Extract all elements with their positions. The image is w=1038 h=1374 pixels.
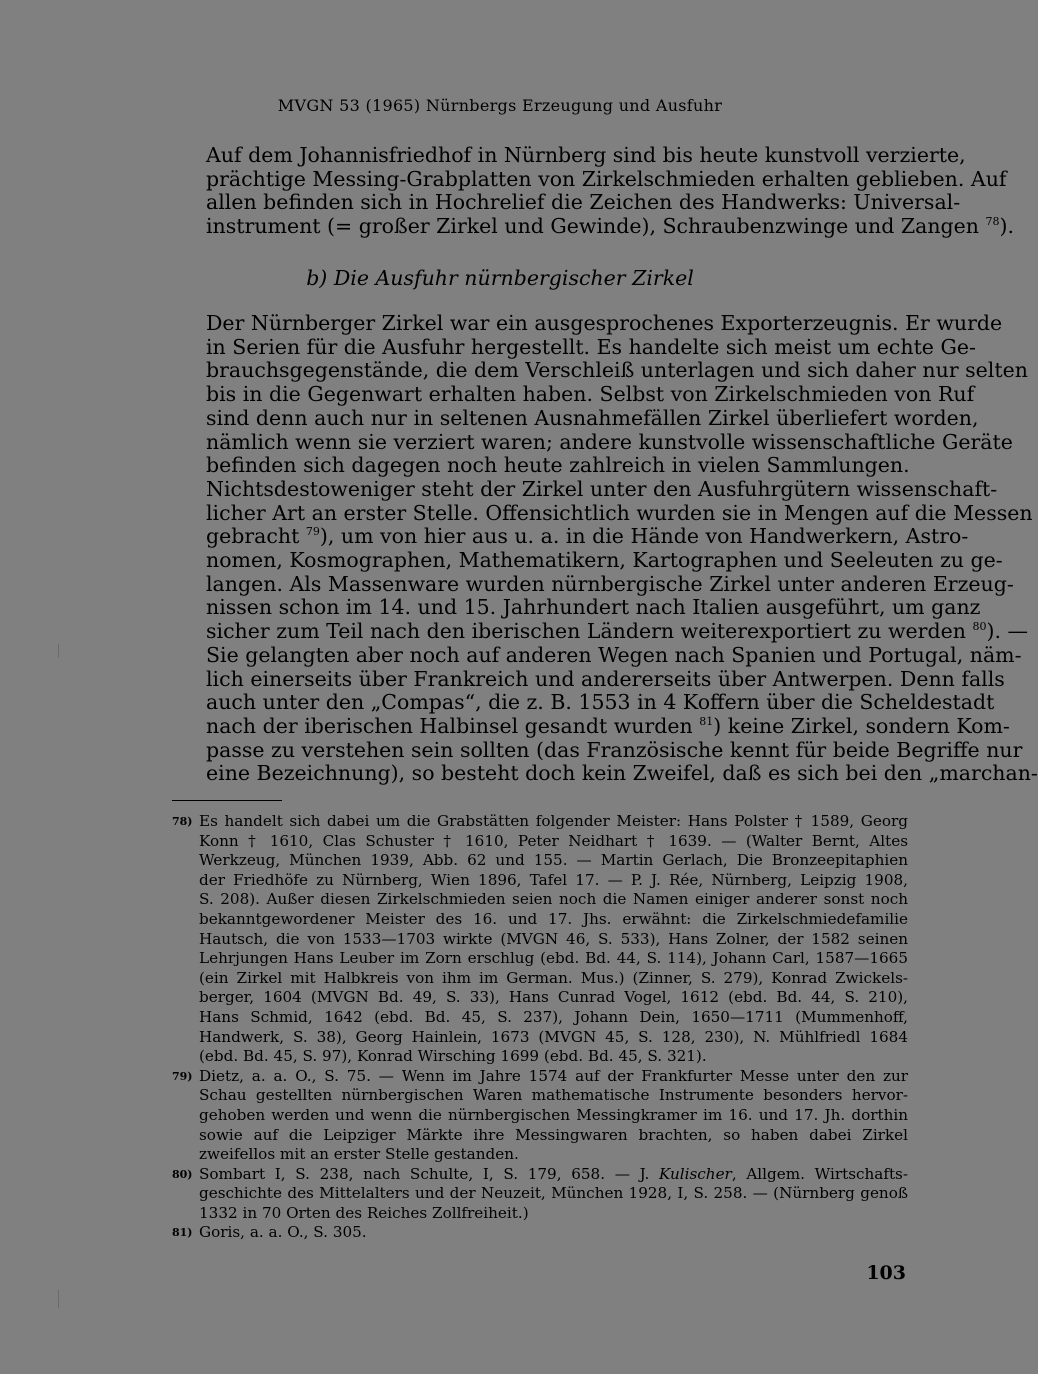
footnote-ref: 80 (972, 620, 987, 634)
paragraph (172, 143, 1015, 239)
text-segment: ). — (986, 619, 1029, 644)
footnote-line: Hans Schmid, 1642 (ebd. Bd. 45, S. 237), Johann Dein, 1650—1711 (Mummenhoff, (199, 1007, 908, 1026)
text-segment: instrument (= großer Zirkel und Gewinde), Schraubenzwinge und Zangen (206, 214, 979, 239)
text-line-with-note (172, 524, 969, 549)
footnote-line: Werkzeug, München 1939, Abb. 62 und 155. — Martin Gerlach, Die Bronzeepitaphien (199, 851, 908, 870)
text-line: Der Nürnberger Zirkel war ein ausgesprochenes Exporterzeugnis. Er wurde (206, 311, 1003, 335)
text-line: Auf dem Johannisfriedhof in Nürnberg sind bis heute kunstvoll verzierte, (206, 143, 966, 167)
footnote-line: zweifellos mit an erster Stelle gestanden. (199, 1145, 519, 1164)
text-line: lich einerseits über Frankreich und andererseits über Antwerpen. Denn falls (206, 666, 1005, 691)
footnote-81 (172, 1223, 908, 1243)
text-line: bis in die Gegenwart erhalten haben. Selbst von Zirkelschmieden von Ruf (206, 382, 975, 407)
text-line: prächtige Messing-Grabplatten von Zirkelschmieden erhalten geblieben. Auf (206, 166, 1007, 191)
paragraph (172, 311, 1028, 478)
footnote-ref: 78 (985, 215, 1000, 229)
footnote-79 (172, 1067, 908, 1165)
footnote-line: Hautsch, die von 1533—1703 wirkte (MVGN 46, S. 533), Hans Zolner, der 1582 seinen (199, 929, 908, 948)
footnote-line: sowie auf die Leipziger Märkte ihre Messingwaren brachten, so haben dabei Zirkel (199, 1125, 908, 1144)
text-line: befinden sich dagegen noch heute zahlreich in vielen Sammlungen. (206, 453, 910, 478)
text-line: brauchsgegenstände, die dem Verschleiß unterlagen und sich daher nur selten (206, 358, 1028, 383)
author-name-italic: Kulischer (658, 1164, 732, 1183)
paragraph (172, 476, 1038, 786)
text-line: licher Art an erster Stelle. Offensichtlich wurden sie in Mengen auf die Messen (206, 500, 1033, 525)
page-number: 103 (866, 1262, 906, 1284)
text-line: sind denn auch nur in seltenen Ausnahmefällen Zirkel überliefert worden, (206, 405, 979, 430)
footnote-number: 79) (172, 1069, 193, 1083)
footnote-line: bekanntgewordener Meister des 16. und 17. Jhs. erwähnt: die Zirkelschmiedefamilie (199, 909, 908, 928)
running-head: MVGN 53 (1965) Nürnbergs Erzeugung und Ausfuhr (277, 96, 723, 115)
text-segment: gebracht (206, 524, 300, 549)
footnote-line: (ebd. Bd. 45, S. 97), Konrad Wirsching 1699 (ebd. Bd. 45, S. 321). (199, 1047, 707, 1066)
footnote-divider (172, 800, 282, 801)
text-line: passe zu verstehen sein sollten (das Französische kennt für beide Begriffe nur (206, 737, 1023, 762)
text-segment: , Allgem. Wirtschafts- (731, 1164, 908, 1183)
main-text (172, 311, 1038, 786)
text-segment: Sombart I, S. 238, nach Schulte, I, S. 179, 658. — J. (199, 1164, 659, 1183)
text-segment: sicher zum Teil nach den iberischen Ländern weiterexportiert zu werden (206, 619, 966, 644)
text-line-with-note (172, 713, 1010, 739)
margin-mark (58, 644, 59, 658)
footnote-80 (172, 1165, 908, 1224)
text-line: Sie gelangten aber noch auf anderen Wegen nach Spanien und Portugal, näm- (206, 642, 1022, 667)
footnote-line: Dietz, a. a. O., S. 75. — Wenn im Jahre 1574 auf der Frankfurter Messe unter den zur (199, 1066, 908, 1085)
footnote-line: Goris, a. a. O., S. 305. (199, 1223, 367, 1242)
footnote-number: 81) (172, 1226, 193, 1240)
footnotes (172, 812, 908, 1243)
text-line: nissen schon im 14. und 15. Jahrhundert nach Italien ausgeführt, um ganz (206, 595, 981, 620)
footnote-line: 1332 in 70 Orten des Reiches Zollfreiheit.) (199, 1203, 529, 1222)
footnote-line: der Friedhöfe zu Nürnberg, Wien 1896, Tafel 17. — P. J. Rée, Nürnberg, Leipzig 1908, (199, 870, 908, 889)
footnote-line: (ein Zirkel mit Halbkreis von ihm im German. Mus.) (Zinner, S. 279), Konrad Zwickels- (199, 968, 908, 987)
footnote-line: Schau gestellten nürnbergischen Waren mathematische Instrumente besonders hervor- (199, 1086, 908, 1105)
text-line-with-note (172, 214, 1015, 239)
footnote-line (199, 1165, 908, 1185)
text-segment: ) keine Zirkel, sondern Kom- (713, 713, 1010, 738)
footnote-line: Handwerk, S. 38), Georg Hainlein, 1673 (MVGN 45, S. 128, 230), N. Mühlfriedl 1684 (199, 1027, 908, 1046)
text-line: langen. Als Massenware wurden nürnbergische Zirkel unter anderen Erzeug- (206, 571, 1014, 596)
footnote-line: Konn † 1610, Clas Schuster † 1610, Peter Neidhart † 1639. — (Walter Bernt, Altes (199, 831, 908, 850)
text-line: auch unter den „Compas“, die z. B. 1553 in 4 Koffern über die Scheldestadt (206, 690, 995, 715)
text-line: in Serien für die Ausfuhr hergestellt. Es handelte sich meist um echte Ge- (206, 334, 976, 359)
footnote-line: Lehrjungen Hans Leuber im Zorn erschlug (ebd. Bd. 44, S. 114), Johann Carl, 1587—1665 (199, 949, 908, 968)
footnote-number: 78) (172, 815, 193, 828)
text-line: nomen, Kosmographen, Mathematikern, Kartographen und Seeleuten zu ge- (206, 548, 1003, 573)
text-segment: ). (999, 214, 1015, 239)
text-segment: nach der iberischen Halbinsel gesandt wurden (206, 713, 693, 738)
footnote-line: Es handelt sich dabei um die Grabstätten folgender Meister: Hans Polster † 1589, Georg (199, 812, 908, 830)
footnote-line: geschichte des Mittelalters und der Neuzeit, München 1928, I, S. 258. — (Nürnberg genoß (199, 1184, 908, 1203)
section-heading: b) Die Ausfuhr nürnbergischer Zirkel (306, 266, 694, 290)
footnote-line: gehoben werden und wenn die nürnbergischen Messingkramer im 16. und 17. Jh. dorthin (199, 1105, 908, 1124)
text-line: nämlich wenn sie verziert waren; andere kunstvolle wissenschaftliche Geräte (206, 429, 1013, 454)
footnote-number: 80) (172, 1167, 193, 1181)
margin-mark (58, 1290, 59, 1308)
text-line: allen befinden sich in Hochrelief die Zeichen des Handwerks: Universal- (206, 190, 961, 215)
footnote-ref: 79 (305, 525, 320, 539)
footnote-ref: 81 (699, 715, 714, 729)
footnote-line: S. 208). Außer diesen Zirkelschmieden seien noch die Namen einiger anderer sonst noch (199, 890, 908, 909)
paragraph-intro (172, 143, 1015, 239)
text-line: Nichtsdestoweniger steht der Zirkel unter den Ausfuhrgütern wissenschaft- (206, 476, 998, 501)
footnote-line: berger, 1604 (MVGN Bd. 49, S. 33), Hans Cunrad Vogel, 1612 (ebd. Bd. 44, S. 210), (199, 988, 908, 1007)
text-line-with-note (172, 619, 1029, 644)
text-segment: ), um von hier aus u. a. in die Hände von Handwerkern, Astro- (319, 524, 969, 549)
text-line: eine Bezeichnung), so besteht doch kein Zweifel, daß es sich bei den „marchan- (206, 761, 1038, 786)
footnote-78 (172, 812, 908, 1067)
